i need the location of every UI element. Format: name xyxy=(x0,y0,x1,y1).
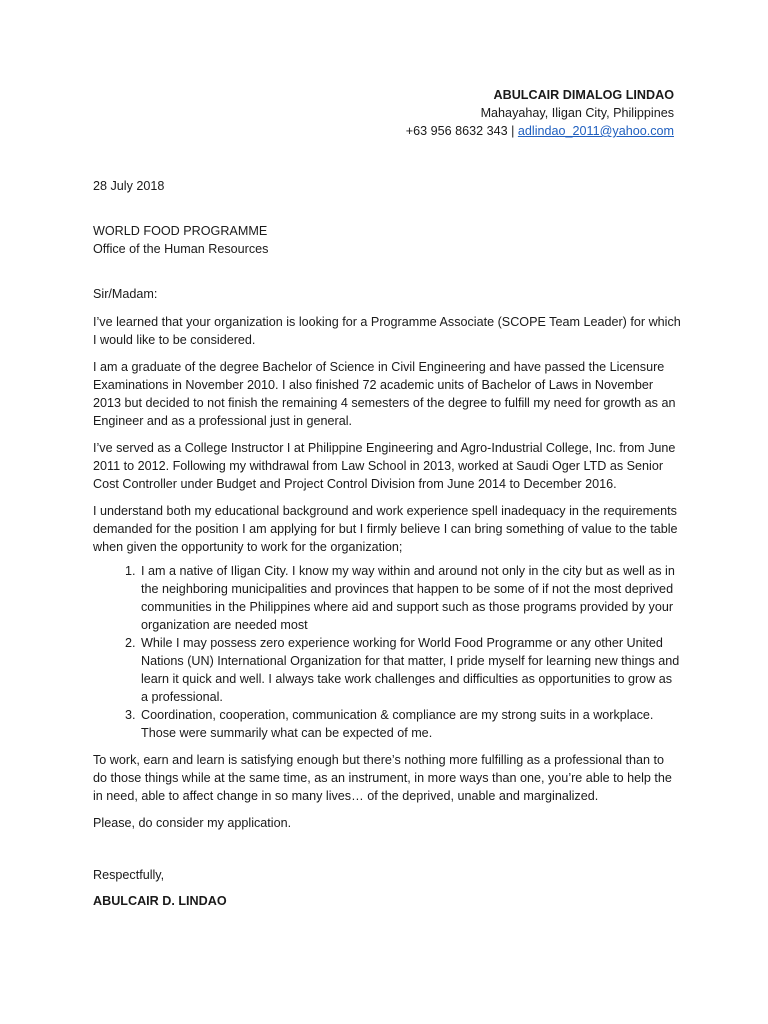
letter-date: 28 July 2018 xyxy=(93,179,165,193)
body-paragraph: Please, do consider my application. xyxy=(93,816,292,830)
sender-contact xyxy=(406,122,674,140)
letter-body xyxy=(93,313,681,841)
list-item: 3. Coordination, cooperation, communication & compliance are my strong suits in a workplace. Those were summarily what can be expected of me. xyxy=(139,706,681,742)
recipient-block xyxy=(93,222,681,258)
recipient-org: WORLD FOOD PROGRAMME xyxy=(93,224,268,238)
closing-line: Respectfully, xyxy=(93,868,165,882)
sender-address: Mahayahay, Iligan City, Philippines xyxy=(480,106,674,120)
qualifications-list xyxy=(93,562,681,742)
sender-phone: +63 956 8632 343 xyxy=(405,124,508,138)
body-paragraph: I’ve learned that your organization is looking for a Programme Associate (SCOPE Team Leader) for which I would like to be considered. xyxy=(93,315,681,347)
contact-separator: | xyxy=(511,124,515,138)
body-paragraph: To work, earn and learn is satisfying enough but there’s nothing more fulfilling as a professional than to do those things while at the same time, as an instrument, in more ways than one, you’re able to help the in need, able to affect change in so many lives… of the deprived, unable and marginalized. xyxy=(93,753,672,803)
list-item: 1. I am a native of Iligan City. I know my way within and around not only in the city but as well as in the neighboring municipalities and provinces that happen to be some of if not the most deprived communities in the Philippines where aid and support such as those programs provided by your organization are needed most xyxy=(139,562,681,634)
salutation: Sir/Madam: xyxy=(93,287,158,301)
body-paragraph: I understand both my educational background and work experience spell inadequacy in the requirements demanded for the position I am applying for but I firmly believe I can bring something of value to the table when given the opportunity to work for the organization; xyxy=(93,504,678,554)
body-paragraph: I am a graduate of the degree Bachelor of Science in Civil Engineering and have passed the Licensure Examinations in November 2010. I also finished 72 academic units of Bachelor of Laws in November 2013 but decided to not finish the remaining 4 semesters of the degree to fulfill my need for growth as an Engineer and as a professional just in general. xyxy=(93,360,676,428)
sender-email-link[interactable]: adlindao_2011@yahoo.com xyxy=(517,124,674,138)
body-paragraph: I’ve served as a College Instructor I at Philippine Engineering and Agro-Industrial College, Inc. from June 2011 to 2012. Following my withdrawal from Law School in 2013, worked at Saudi Oger LTD as Senior Cost Controller under Budget and Project Control Division from June 2014 to December 2016. xyxy=(93,441,676,491)
list-item: 2. While I may possess zero experience working for World Food Programme or any other United Nations (UN) International Organization for that matter, I pride myself for learning new things and learn it quick and well. I always take work challenges and difficulties as opportunities to grow as a professional. xyxy=(139,634,681,706)
signature-name: ABULCAIR D. LINDAO xyxy=(93,894,227,908)
sender-block xyxy=(406,86,674,140)
recipient-office: Office of the Human Resources xyxy=(93,242,269,256)
sender-name: ABULCAIR DIMALOG LINDAO xyxy=(493,88,674,102)
